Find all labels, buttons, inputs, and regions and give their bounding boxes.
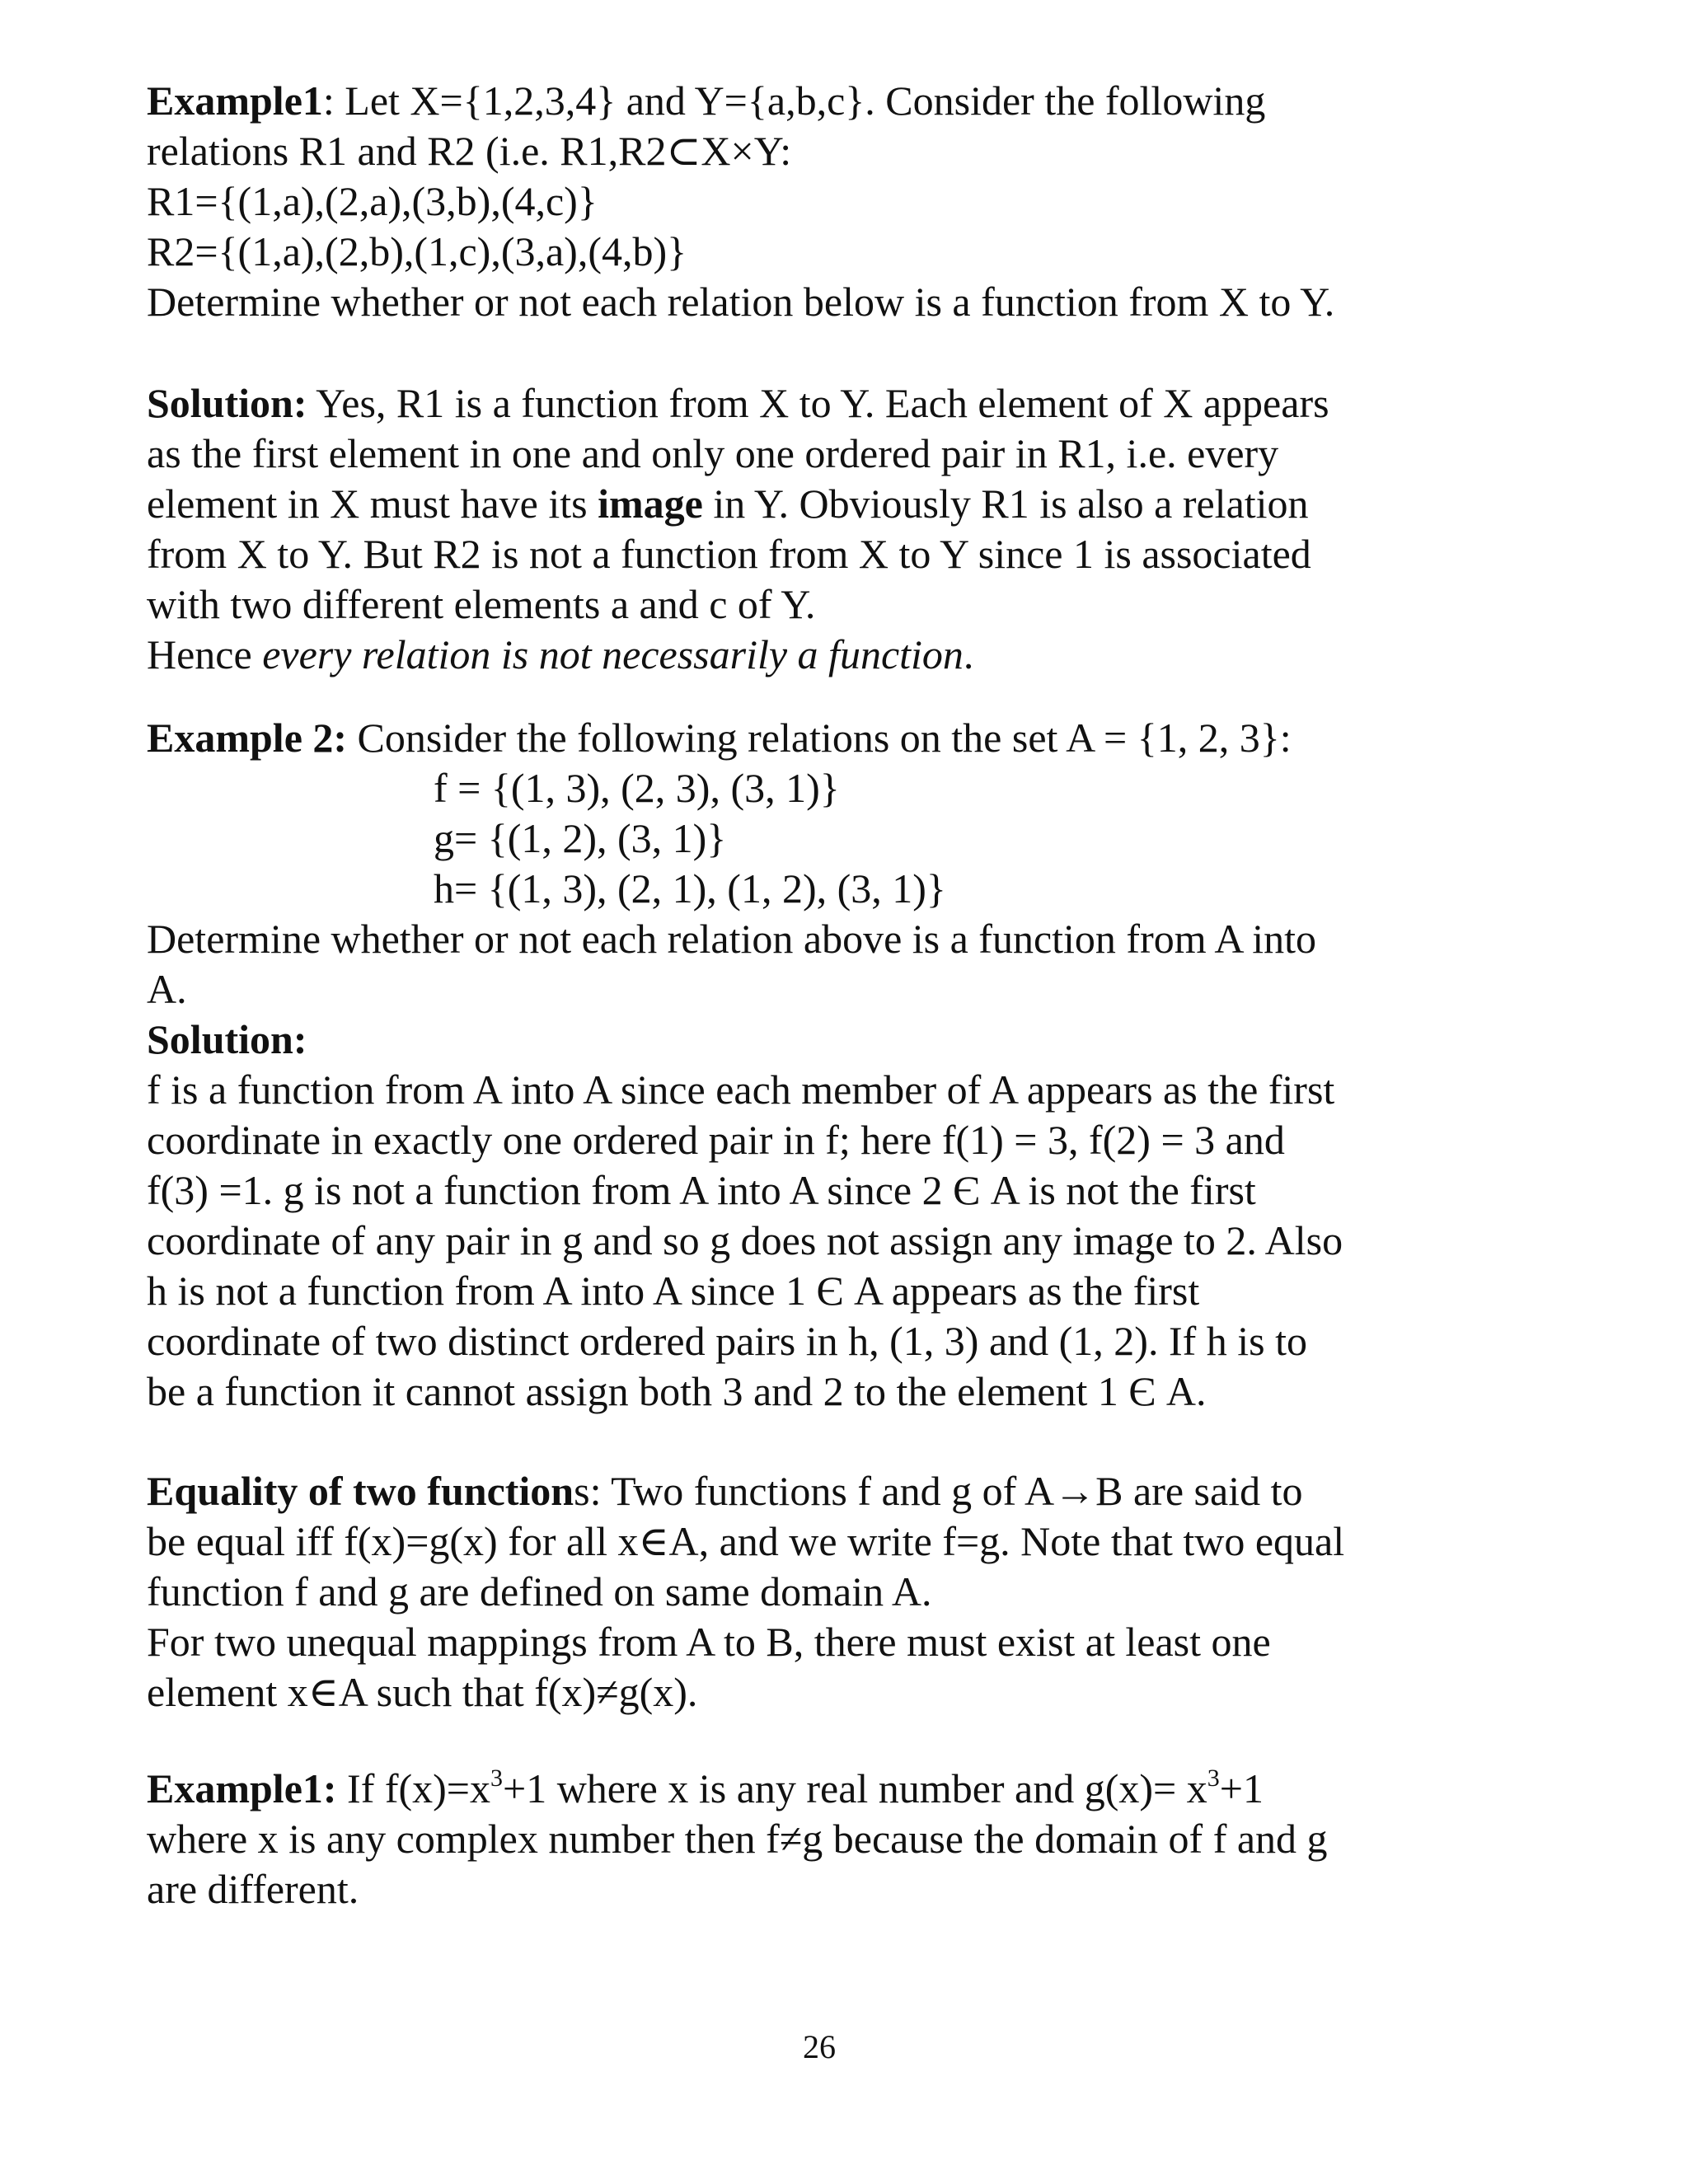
solution-1-line-4: from X to Y. But R2 is not a function from X to Y since 1 is associated (147, 531, 1311, 577)
solution-2-line: f is a function from A into A since each member of A appears as the first (147, 1066, 1335, 1113)
relation-g: g= {(1, 2), (3, 1)} (434, 815, 727, 861)
example-2-question-2: A. (147, 966, 187, 1012)
example-3-line-3: are different. (147, 1866, 359, 1912)
equality-text: : Two functions f and g of A→B are said to (589, 1468, 1303, 1514)
solution-1-text-a: element in X must have its (147, 480, 598, 527)
relation-f: f = {(1, 3), (2, 3), (3, 1)} (434, 765, 840, 811)
equality-block (147, 1466, 1548, 1718)
spacer (147, 1718, 1548, 1764)
relation-h: h= {(1, 3), (2, 1), (1, 2), (3, 1)} (434, 865, 946, 912)
solution-2-block (147, 1015, 1548, 1417)
example-2-block (147, 713, 1548, 1015)
spacer (147, 680, 1548, 713)
example-1-line-1 (147, 76, 1548, 126)
solution-2-heading: Solution: (147, 1016, 307, 1062)
equality-line-1 (147, 1466, 1548, 1516)
equality-line-4: For two unequal mappings from A to B, there must exist at least one (147, 1619, 1271, 1665)
solution-1-text: Yes, R1 is a function from X to Y. Each element of X appears (307, 380, 1329, 426)
example-1-line-2: relations R1 and R2 (i.e. R1,R2⊂X×Y: (147, 128, 792, 174)
example-2-line-1 (147, 713, 1548, 763)
exponent: 3 (490, 1765, 503, 1793)
solution-2-line: f(3) =1. g is not a function from A into A since 2 Є A is not the first (147, 1167, 1256, 1213)
page-number-container (0, 2027, 1688, 2066)
exponent: 3 (1207, 1765, 1220, 1793)
example-2-question-1: Determine whether or not each relation above is a function from A into (147, 916, 1316, 962)
image-term: image (598, 480, 703, 527)
page-number: 26 (803, 2028, 836, 2065)
equality-line-2: be equal iff f(x)=g(x) for all x∈A, and we write f=g. Note that two equal (147, 1518, 1345, 1564)
equality-line-5: element x∈A such that f(x)≠g(x). (147, 1669, 698, 1715)
solution-2-line: h is not a function from A into A since 1 Є A appears as the first (147, 1268, 1200, 1314)
solution-1-line-1 (147, 378, 1548, 429)
example-3-text-a: If f(x)=x (336, 1765, 490, 1811)
example-3-heading: Example1: (147, 1765, 337, 1811)
equality-heading: Equality of two function (147, 1468, 574, 1514)
equality-heading-tail: s (574, 1468, 590, 1514)
equality-line-3: function f and g are defined on same domain A. (147, 1568, 932, 1615)
conclusion-period: . (963, 631, 974, 677)
example-1-question: Determine whether or not each relation below is a function from X to Y. (147, 279, 1335, 325)
example-3-text-c: +1 (1219, 1765, 1264, 1811)
example-3-block (147, 1764, 1548, 1915)
solution-1-line-5: with two different elements a and c of Y. (147, 581, 816, 627)
example-3-line-2: where x is any complex number then f≠g because the domain of f and g (147, 1816, 1328, 1862)
example-2-heading: Example 2: (147, 715, 348, 761)
solution-1-block (147, 378, 1548, 680)
example-1-block (147, 76, 1548, 327)
solution-2-line: coordinate of two distinct ordered pairs in h, (1, 3) and (1, 2). If h is to (147, 1318, 1307, 1364)
conclusion-prefix: Hence (147, 631, 263, 677)
spacer (147, 1417, 1548, 1466)
solution-1-line-2: as the first element in one and only one ordered pair in R1, i.e. every (147, 430, 1279, 476)
relation-r1: R1={(1,a),(2,a),(3,b),(4,c)} (147, 178, 598, 224)
spacer (147, 327, 1548, 378)
solution-1-line-3 (147, 479, 1548, 529)
solution-1-text-b: in Y. Obviously R1 is also a relation (702, 480, 1309, 527)
example-3-line-1 (147, 1764, 1548, 1814)
example-1-text: : Let X={1,2,3,4} and Y={a,b,c}. Consider the following (322, 77, 1266, 124)
solution-1-conclusion (147, 630, 1548, 680)
example-3-text-b: +1 where x is any real number and g(x)= x (503, 1765, 1207, 1811)
solution-2-line: coordinate in exactly one ordered pair in f; here f(1) = 3, f(2) = 3 and (147, 1117, 1285, 1163)
example-2-text: Consider the following relations on the set A = {1, 2, 3}: (347, 715, 1292, 761)
conclusion-italic: every relation is not necessarily a function (262, 631, 964, 677)
solution-1-heading: Solution: (147, 380, 307, 426)
solution-2-line: coordinate of any pair in g and so g does not assign any image to 2. Also (147, 1217, 1343, 1263)
relation-r2: R2={(1,a),(2,b),(1,c),(3,a),(4,b)} (147, 228, 687, 274)
example-1-heading: Example1 (147, 77, 323, 124)
solution-2-line: be a function it cannot assign both 3 and 2 to the element 1 Є A. (147, 1368, 1207, 1414)
document-page (147, 76, 1548, 1915)
